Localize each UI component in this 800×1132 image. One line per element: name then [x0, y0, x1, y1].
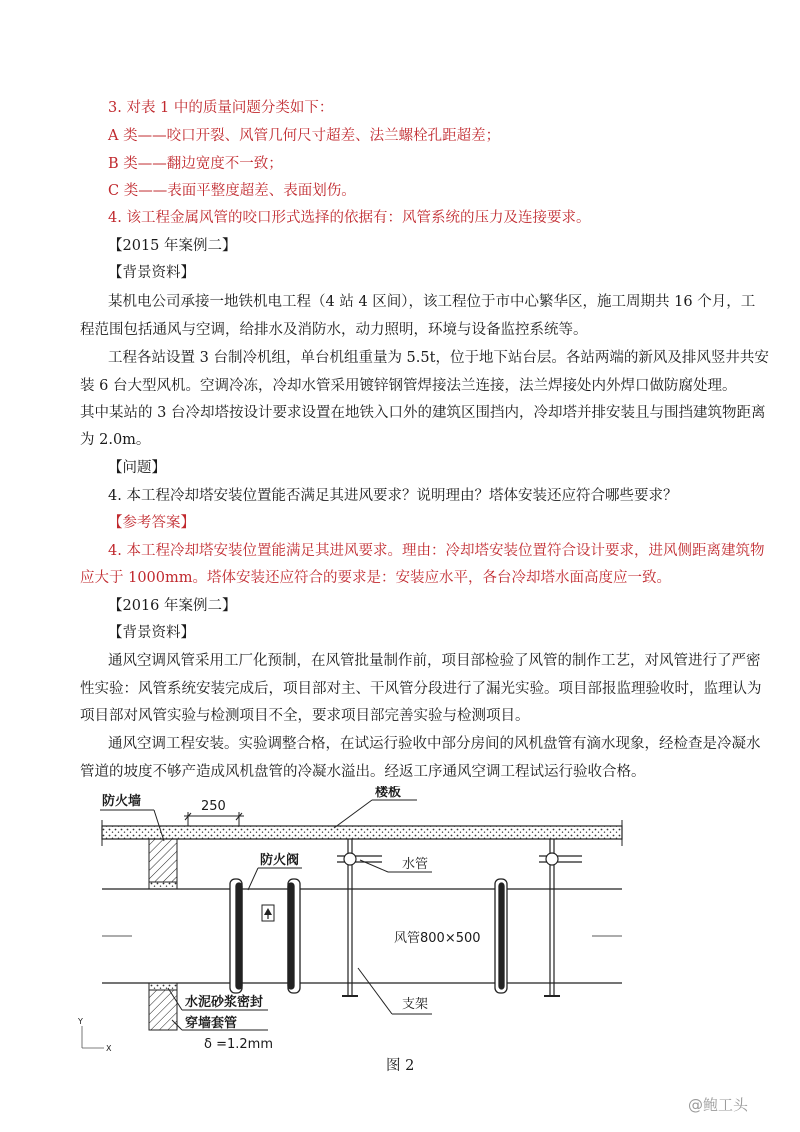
- ucs-axis-icon: [82, 1026, 104, 1048]
- sleeve-label: 穿墙套管: [185, 1016, 238, 1031]
- category-c: C 类——表面平整度超差、表面划伤。: [108, 183, 356, 199]
- duct-shape: [102, 889, 622, 983]
- answer-3-heading: 3. 对表 1 中的质量问题分类如下：: [108, 100, 334, 116]
- paragraph-line: 某机电公司承接一地铁机电工程（4 站 4 区间），该工程位于市中心繁华区，施工周期共 16 个月，工: [108, 294, 756, 310]
- question-4: 4. 本工程冷却塔安装位置能否满足其进风要求？说明理由？塔体安装还应符合哪些要求？: [108, 488, 678, 504]
- axis-x-label: X: [106, 1044, 112, 1053]
- paragraph-line: 为 2.0m。: [80, 432, 151, 448]
- paragraph-line: 程范围包括通风与空调，给排水及消防水，动力照明，环境与设备监控系统等。: [80, 322, 588, 338]
- paragraph-line: 管道的坡度不够产造成风机盘管的冷凝水溢出。经返工序通风空调工程试运行验收合格。: [80, 764, 646, 780]
- thickness-label: δ =1.2mm: [204, 1037, 273, 1052]
- paragraph-line: 工程各站设置 3 台制冷机组，单台机组重量为 5.5t，位于地下站台层。各站两端的新风及排风竖井共安: [108, 350, 769, 366]
- water-pipe-label: 水管: [402, 857, 429, 872]
- duct-size-label: 风管800×500: [394, 931, 481, 946]
- paragraph-line: 通风空调风管采用工厂化预制，在风管批量制作前，项目部检验了风管的制作工艺，对风管进行了严密: [108, 653, 761, 669]
- reference-answer-heading: 【参考答案】: [108, 515, 195, 531]
- floor-slab-label: 楼板: [375, 786, 402, 800]
- axis-y-label: Y: [78, 1017, 83, 1026]
- category-b: B 类——翻边宽度不一致；: [108, 156, 283, 172]
- watermark: @鲍工头: [688, 1096, 749, 1114]
- fire-wall-shape: [149, 839, 177, 1030]
- fire-damper-shape: [262, 905, 274, 921]
- reference-answer-line: 应大于 1000mm。塔体安装还应符合的要求是：安装应水平，各台冷却塔水面高度应一致。: [80, 570, 672, 586]
- paragraph-line: 通风空调工程安装。实验调整合格，在试运行验收中部分房间的风机盘管有滴水现象，经检查是冷凝水: [108, 736, 761, 752]
- paragraph-line: 项目部对风管实验与检测项目不全，要求项目部完善实验与检测项目。: [80, 708, 530, 724]
- dimension-250-label: 250: [201, 799, 226, 814]
- reference-answer-line: 4. 本工程冷却塔安装位置能满足其进风要求。理由：冷却塔安装位置符合设计要求，进风侧距离建筑物: [108, 543, 765, 559]
- background-heading: 【背景资料】: [108, 265, 195, 281]
- paragraph-line: 装 6 台大型风机。空调冷冻，冷却水管采用镀锌钢管焊接法兰连接，法兰焊接处内外焊口做防腐处理。: [80, 378, 737, 394]
- figure-caption: 图 2: [386, 1058, 415, 1074]
- fire-damper-label: 防火阀: [260, 853, 300, 868]
- question-heading: 【问题】: [108, 460, 166, 476]
- duct-installation-diagram: [72, 786, 632, 1056]
- background-heading: 【背景资料】: [108, 625, 195, 641]
- floor-slab-shape: [102, 826, 622, 839]
- paragraph-line: 性实验：风管系统安装完成后，项目部对主、干风管分段进行了漏光实验。项目部报监理验收时，监理认为: [80, 681, 762, 697]
- category-a: A 类——咬口开裂、风管几何尺寸超差、法兰螺栓孔距超差；: [108, 128, 501, 144]
- fire-wall-label: 防火墙: [102, 794, 142, 809]
- mortar-seal-label: 水泥砂浆密封: [185, 995, 264, 1010]
- answer-4: 4. 该工程金属风管的咬口形式选择的依据有：风管系统的压力及连接要求。: [108, 210, 591, 226]
- paragraph-line: 其中某站的 3 台冷却塔按设计要求设置在地铁入口外的建筑区围挡内，冷却塔并排安装且与围挡建筑物距离: [80, 405, 766, 421]
- case-2015-heading: 【2015 年案例二】: [108, 238, 237, 254]
- dimension-line: [184, 812, 244, 826]
- case-2016-heading: 【2016 年案例二】: [108, 598, 237, 614]
- support-label: 支架: [402, 997, 429, 1012]
- water-pipe-shape: [337, 853, 582, 865]
